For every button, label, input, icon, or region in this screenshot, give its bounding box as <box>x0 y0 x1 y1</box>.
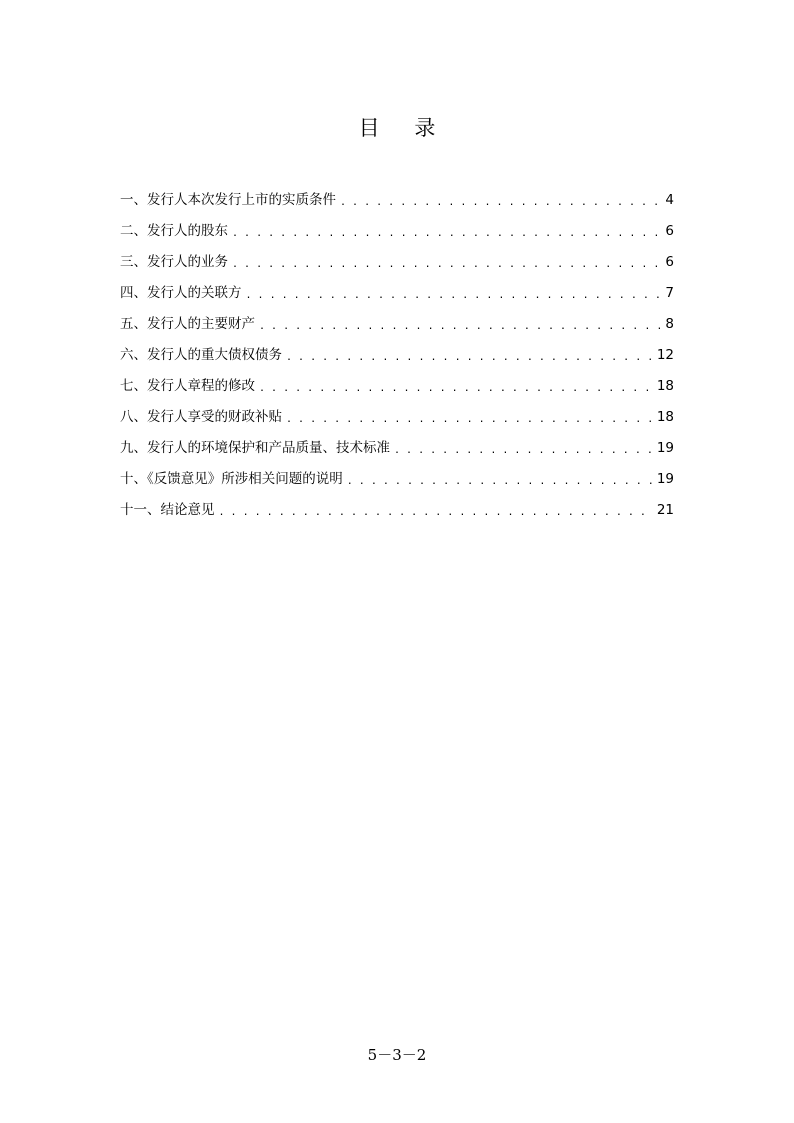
toc-leader-dots <box>232 259 661 273</box>
toc-leader-dots <box>286 414 653 428</box>
toc-entry-page: 8 <box>665 316 674 332</box>
toc-entry-page: 18 <box>656 409 674 425</box>
toc-title: 目 录 <box>358 116 450 140</box>
toc-entry[interactable] <box>120 188 674 219</box>
toc-entry-label: 九、发行人的环境保护和产品质量、技术标准 <box>120 440 390 456</box>
toc-entry-page: 7 <box>665 285 674 301</box>
toc-entry[interactable] <box>120 343 674 374</box>
toc-entry-label: 五、发行人的主要财产 <box>120 316 255 332</box>
toc-entry[interactable] <box>120 219 674 250</box>
toc-entry[interactable] <box>120 467 674 498</box>
toc-entry[interactable] <box>120 312 674 343</box>
toc-entry-page: 6 <box>665 223 674 239</box>
toc-leader-dots <box>219 507 653 521</box>
toc-entry-page: 19 <box>656 440 674 456</box>
toc-leader-dots <box>246 290 662 304</box>
toc-entry-label: 七、发行人章程的修改 <box>120 378 255 394</box>
page-number: 5－3－2 <box>367 1046 427 1064</box>
toc-leader-dots <box>259 383 653 397</box>
toc-entry[interactable] <box>120 436 674 467</box>
toc-entry-label: 一、发行人本次发行上市的实质条件 <box>120 192 336 208</box>
toc-entry-label: 六、发行人的重大债权债务 <box>120 347 282 363</box>
toc-entry-label: 十、《反馈意见》所涉相关问题的说明 <box>120 471 343 487</box>
toc-list <box>120 188 674 529</box>
toc-entry-label: 十一、结论意见 <box>120 502 215 518</box>
toc-entry-label: 二、发行人的股东 <box>120 223 228 239</box>
toc-leader-dots <box>347 476 653 490</box>
toc-leader-dots <box>286 352 653 366</box>
toc-entry[interactable] <box>120 250 674 281</box>
toc-entry-page: 21 <box>656 502 674 518</box>
toc-entry[interactable] <box>120 405 674 436</box>
toc-entry-page: 4 <box>665 192 674 208</box>
toc-leader-dots <box>259 321 661 335</box>
toc-leader-dots <box>232 228 661 242</box>
toc-leader-dots <box>340 197 661 211</box>
toc-entry-page: 19 <box>656 471 674 487</box>
toc-entry[interactable] <box>120 281 674 312</box>
toc-entry-page: 6 <box>665 254 674 270</box>
toc-entry[interactable] <box>120 498 674 529</box>
toc-entry[interactable] <box>120 374 674 405</box>
toc-entry-page: 18 <box>656 378 674 394</box>
toc-entry-label: 三、发行人的业务 <box>120 254 228 270</box>
toc-entry-page: 12 <box>656 347 674 363</box>
toc-entry-label: 八、发行人享受的财政补贴 <box>120 409 282 425</box>
toc-leader-dots <box>394 445 653 459</box>
toc-entry-label: 四、发行人的关联方 <box>120 285 242 301</box>
